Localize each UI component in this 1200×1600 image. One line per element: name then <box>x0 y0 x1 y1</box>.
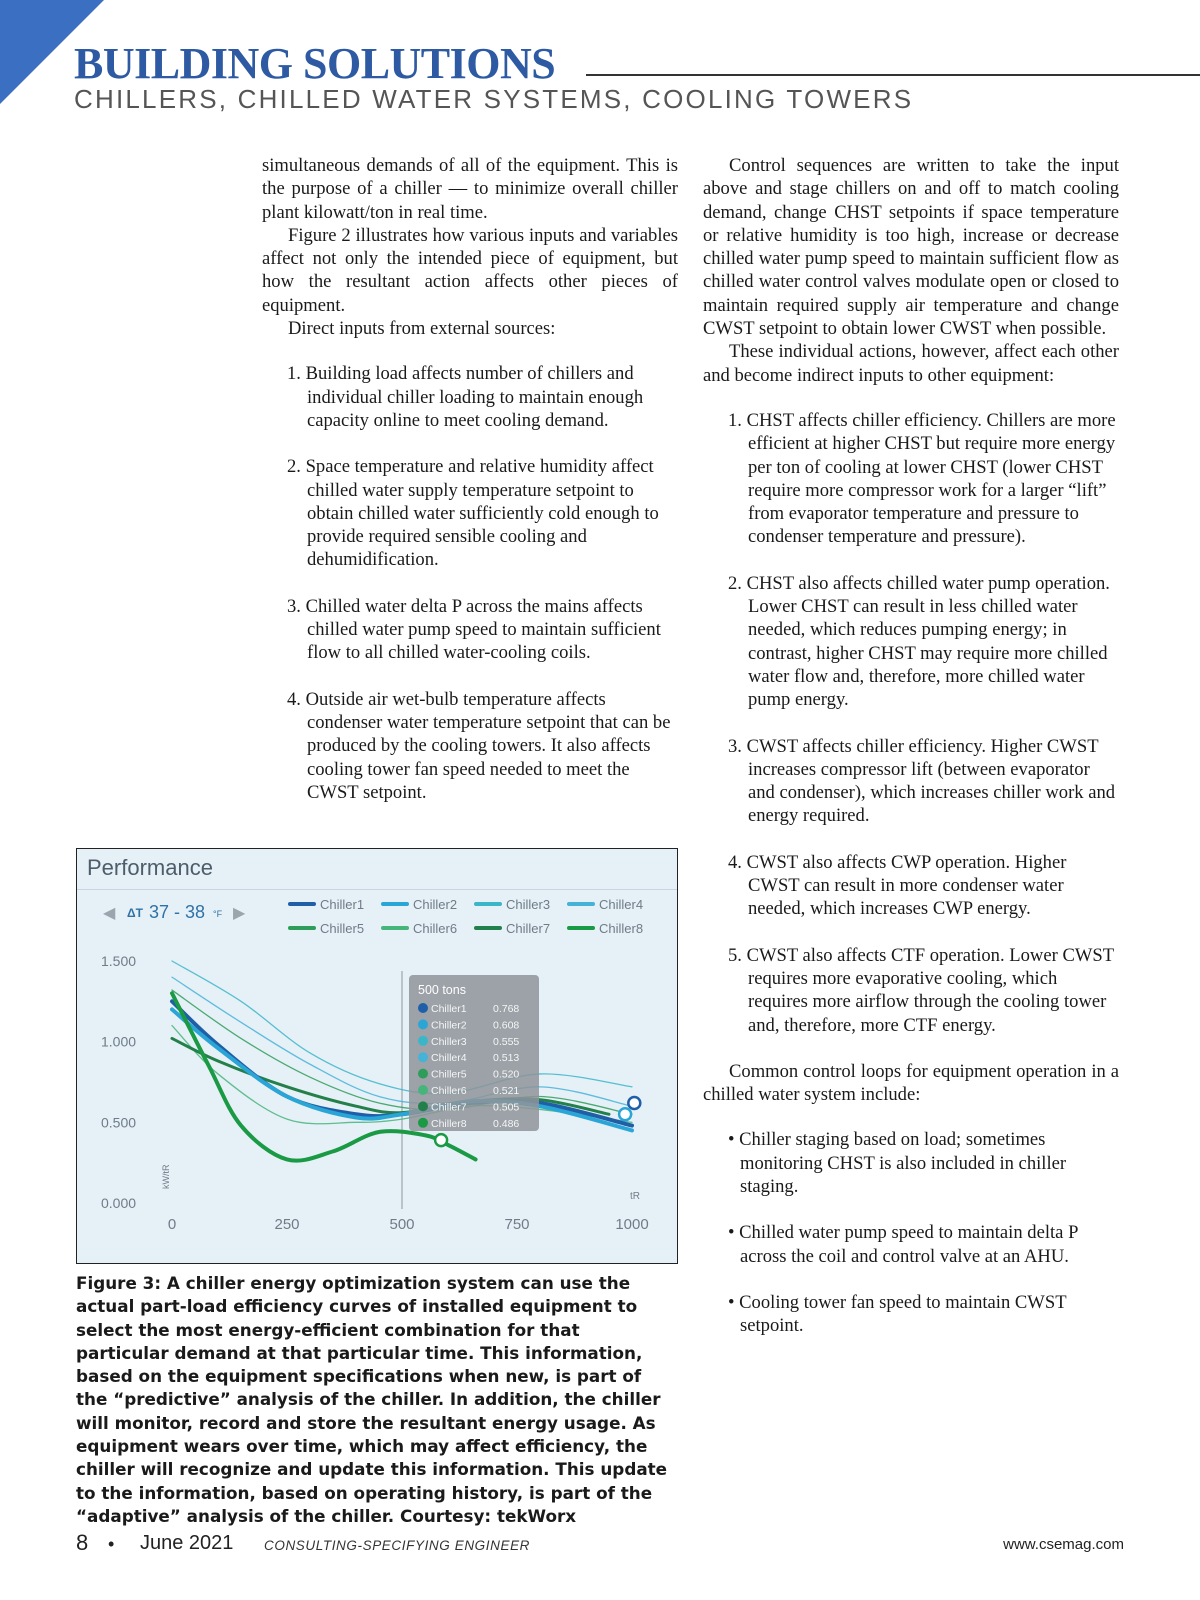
paragraph: Control sequences are written to take the input above and stage chillers on and off to match cooling demand, change CHST setpoints if space temperature or relative humidity is too high, increase or decrease chilled water pump speed to maintain sufficient flow as chilled water control valves modulate open or closed to maintain required supply air temperature and change CWST setpoint to obtain lower CWST when possible. <box>703 155 1119 340</box>
prev-range-arrow-icon[interactable]: ◀ <box>103 905 116 922</box>
tooltip-box <box>409 975 539 1131</box>
page-number: 8 <box>76 1530 89 1555</box>
tooltip-series-name: Chiller5 <box>431 1068 467 1081</box>
legend-label: Chiller1 <box>320 897 365 912</box>
list-item: 4. CWST also affects CWP operation. Higher CWST can result in more condenser water needed, which increases CWP energy. <box>728 851 1067 920</box>
list-item: 1. Building load affects number of chillers and individual chiller loading to maintain enough capacity online to meet cooling demand. <box>287 363 644 431</box>
y-tick-label: 1.000 <box>101 1033 137 1050</box>
chart-panel-title: Performance <box>87 855 213 880</box>
y-tick-label: 1.500 <box>101 953 137 969</box>
tooltip-series-name: Chiller7 <box>431 1101 467 1114</box>
list-item: 2. Space temperature and relative humidity affect chilled water supply temperature setpoint to obtain chilled water sufficiently cold enough to provide required sensible cooling and dehumidification. <box>287 456 659 571</box>
footer-separator: • <box>108 1534 115 1554</box>
legend-label: Chiller7 <box>506 921 551 936</box>
x-tick-label: 500 <box>389 1216 415 1233</box>
paragraph: Figure 2 illustrates how various inputs and variables affect not only the intended piece of equipment, but how the resultant action affects other pieces of equipment. <box>262 224 678 316</box>
x-axis-title: tR <box>630 1191 640 1202</box>
delta-t-label: ΔT <box>127 906 143 920</box>
tooltip-series-name: Chiller1 <box>431 1003 467 1015</box>
performance-chart <box>77 849 677 1263</box>
section-subhead: CHILLERS, CHILLED WATER SYSTEMS, COOLING TOWERS <box>74 84 914 114</box>
data-point-marker <box>628 1097 640 1109</box>
chart-legend <box>290 897 643 936</box>
chart-series-lines <box>172 961 640 1161</box>
control-loops-list <box>703 1128 1119 1337</box>
section-brand-title: BUILDING SOLUTIONS <box>74 39 556 88</box>
list-item: 1. CHST affects chiller efficiency. Chillers are more efficient at higher CHST but require more energy per ton of cooling at lower CHST (lower CHST require more compressor work for a larger “lift” from evaporator temperature and pressure to condenser temperature and pressure). <box>728 409 1116 548</box>
tooltip-swatch <box>418 1052 428 1062</box>
legend-label: Chiller3 <box>506 897 551 912</box>
tooltip-swatch <box>418 1036 428 1046</box>
header-rule <box>586 74 1200 76</box>
tooltip-value: 0.768 <box>493 1003 520 1015</box>
magazine-name: CONSULTING-SPECIFYING ENGINEER <box>264 1538 531 1553</box>
tooltip-swatch <box>418 1019 428 1029</box>
x-tick-label: 0 <box>167 1216 177 1233</box>
tooltip-value: 0.521 <box>493 1085 520 1097</box>
tooltip-value: 0.555 <box>493 1035 520 1048</box>
tooltip-series-name: Chiller3 <box>431 1035 467 1048</box>
list-item: 5. CWST also affects CTF operation. Lower CWST requires more evaporative cooling, which requires more airflow through the cooling tower and, therefore, more CTF energy. <box>728 944 1114 1036</box>
paragraph: These individual actions, however, affect each other and become indirect inputs to other equipment: <box>703 341 1119 386</box>
figure-caption: Figure 3: A chiller energy optimization system can use the actual part-load efficiency curves of installed equipment to select the most energy-efficient combination for that particular demand at that particular time. This information, based on the equipment specifications when new, is part of the “predictive” analysis of the chiller. In addition, the chiller will monitor, record and store the resultant energy usage. As equipment wears over time, which may affect efficiency, the chiller will recognize and update this information. This update to the information, based on operating history, is part of the “adaptive” analysis of the chiller. Courtesy: tekWorx <box>76 1273 668 1526</box>
legend-label: Chiller6 <box>413 921 458 936</box>
bullet-item: • Chiller staging based on load; sometimes monitoring CHST is also included in chiller staging. <box>728 1129 1067 1197</box>
data-point-marker <box>435 1134 447 1146</box>
chart-axes <box>101 953 649 1233</box>
legend-label: Chiller8 <box>599 921 644 936</box>
y-axis-title: kW/tR <box>161 1164 171 1189</box>
direct-inputs-list <box>262 362 678 804</box>
tooltip-value: 0.520 <box>493 1068 520 1081</box>
x-tick-label: 750 <box>504 1216 530 1233</box>
paragraph: Direct inputs from external sources: <box>288 318 556 340</box>
tooltip-series-name: Chiller6 <box>431 1085 467 1097</box>
tooltip-swatch <box>418 1003 428 1013</box>
tooltip-series-name: Chiller2 <box>431 1019 467 1032</box>
bullet-item: • Chilled water pump speed to maintain delta P across the coil and control valve at an AHU. <box>728 1222 1078 1267</box>
tooltip-value: 0.513 <box>493 1052 520 1065</box>
tooltip-swatch <box>418 1069 428 1079</box>
tooltip-series-name: Chiller4 <box>431 1052 467 1065</box>
y-tick-label: 0.500 <box>101 1114 137 1131</box>
list-item: 2. CHST also affects chilled water pump operation. Lower CHST can result in less chilled water needed, which reduces pumping energy; in contrast, higher CHST may require more chilled water flow and, therefore, more chilled water pump energy. <box>728 572 1110 711</box>
legend-label: Chiller2 <box>413 897 458 912</box>
paragraph: Common control loops for equipment operation in a chilled water system include: <box>703 1060 1119 1106</box>
tooltip-value: 0.608 <box>493 1019 520 1032</box>
article-column-right <box>703 154 1119 1360</box>
hover-tooltip <box>409 975 539 1131</box>
issue-date: June 2021 <box>140 1532 234 1554</box>
legend-label: Chiller4 <box>599 897 644 912</box>
tooltip-swatch <box>418 1101 428 1111</box>
legend-label: Chiller5 <box>320 921 365 936</box>
tooltip-value: 0.505 <box>493 1101 520 1114</box>
tooltip-title: 500 tons <box>418 983 466 997</box>
delta-t-unit: °F <box>213 909 223 919</box>
list-item: 3. Chilled water delta P across the mains affects chilled water pump speed to maintain sufficient flow to all chilled water-cooling coils. <box>287 595 661 664</box>
list-item: 4. Outside air wet-bulb temperature affects condenser water temperature setpoint that can be produced by the cooling towers. It also affects cooling tower fan speed needed to meet the CWST setpoint. <box>287 688 671 803</box>
delta-t-range: 37 - 38 <box>149 902 206 922</box>
tooltip-value: 0.486 <box>493 1117 520 1130</box>
tooltip-swatch <box>418 1085 428 1095</box>
x-tick-label: 1000 <box>615 1216 649 1233</box>
bullet-item: • Cooling tower fan speed to maintain CWST setpoint. <box>728 1291 1067 1337</box>
list-item: 3. CWST affects chiller efficiency. Higher CWST increases compressor lift (between evaporator and condenser), which increases chiller work and energy required. <box>728 735 1116 827</box>
next-range-arrow-icon[interactable]: ▶ <box>233 905 246 922</box>
data-point-marker <box>619 1108 631 1120</box>
tooltip-swatch <box>418 1118 428 1128</box>
article-column-left <box>262 154 678 827</box>
tooltip-series-name: Chiller8 <box>431 1117 467 1130</box>
y-tick-label: 0.000 <box>101 1195 137 1211</box>
paragraph: simultaneous demands of all of the equipment. This is the purpose of a chiller — to minimize overall chiller plant kilowatt/ton in real time. <box>262 155 678 223</box>
performance-chart-figure <box>76 848 678 1264</box>
x-tick-label: 250 <box>274 1216 300 1233</box>
magazine-url: www.csemag.com <box>1003 1536 1124 1553</box>
indirect-inputs-list <box>703 409 1119 1037</box>
